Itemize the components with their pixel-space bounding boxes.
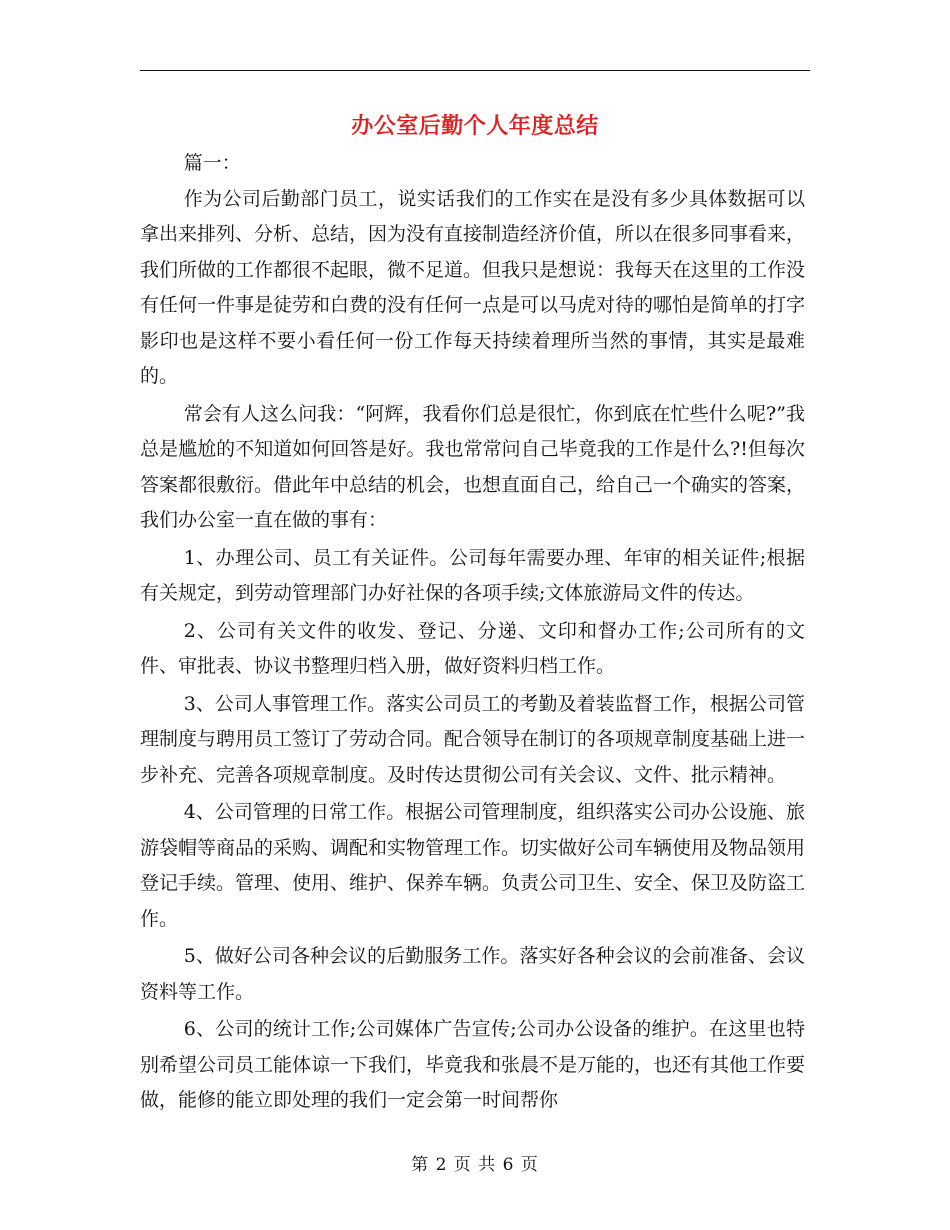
document-title: 办公室后勤个人年度总结: [351, 113, 599, 139]
paragraph-item-5: 5、做好公司各种会议的后勤服务工作。落实好各种会议的会前准备、会议资料等工作。: [140, 945, 805, 1003]
paragraph-question: 常会有人这么问我：“阿辉，我看你们总是很忙，你到底在忙些什么呢?”我总是尴尬的不知道如何回答是好。我也常常问自己毕竟我的工作是什么?!但每次答案都很敷衍。借此年中总结的机会，也想直面自己，给自己一个确实的答案，我们办公室一直在做的事有：: [140, 402, 806, 531]
paragraph-item-3: 3、公司人事管理工作。落实公司员工的考勤及着装监督工作，根据公司管理制度与聘用员工签订了劳动合同。配合领导在制订的各项规章制度基础上进一步补充、完善各项规章制度。及时传达贯彻公司有关会议、文件、批示精神。: [140, 692, 806, 786]
document-body: [140, 146, 805, 1119]
paragraph-intro: 作为公司后勤部门员工，说实话我们的工作实在是没有多少具体数据可以拿出来排列、分析、总结，因为没有直接制造经济价值，所以在很多同事看来，我们所做的工作都很不起眼，微不足道。但我只是想说：我每天在这里的工作没有任何一件事是徒劳和白费的没有任何一点是可以马虎对待的哪怕是简单的打字影印也是这样不要小看任何一份工作每天持续着理所当然的事情，其实是最难的。: [140, 187, 806, 387]
paragraph-item-1: 1、办理公司、员工有关证件。公司每年需要办理、年审的相关证件;根据有关规定，到劳动管理部门办好社保的各项手续;文体旅游局文件的传达。: [140, 546, 805, 604]
paragraph-item-6: 6、公司的统计工作;公司媒体广告宣传;公司办公设备的维护。在这里也特别希望公司员工能体谅一下我们，毕竟我和张晨不是万能的，也还有其他工作要做，能修的能立即处理的我们一定会第一时间帮你: [140, 1018, 806, 1111]
paragraph-item-4: 4、公司管理的日常工作。根据公司管理制度，组织落实公司办公设施、旅游袋帽等商品的采购、调配和实物管理工作。切实做好公司车辆使用及物品领用登记手续。管理、使用、维护、保养车辆。负责公司卫生、安全、保卫及防盗工作。: [140, 801, 806, 930]
page-number-footer: 第 2 页 共 6 页: [411, 1155, 539, 1175]
header-rule: [140, 70, 810, 71]
paragraph-section-label: 篇一：: [183, 152, 241, 174]
paragraph-item-2: 2、公司有关文件的收发、登记、分递、文印和督办工作;公司所有的文件、审批表、协议书整理归档入册，做好资料归档工作。: [140, 619, 805, 677]
